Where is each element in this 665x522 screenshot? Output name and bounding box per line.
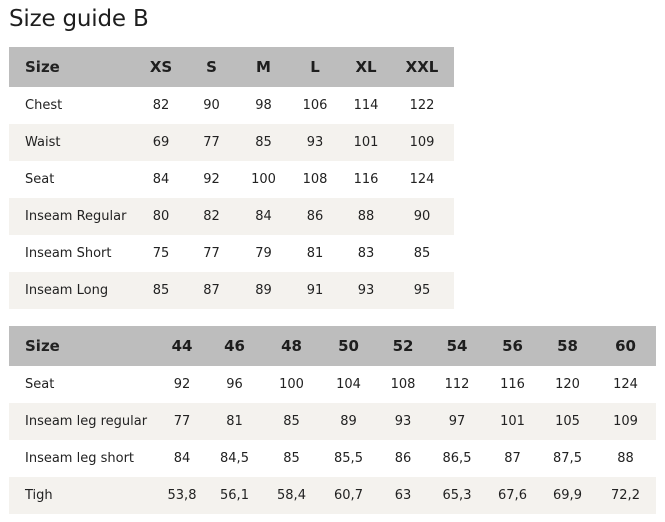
table-row [9,161,454,198]
column-header: M [256,58,271,76]
table-cell: 120 [555,377,580,392]
column-header: Size [25,337,60,355]
table-cell: 92 [203,172,220,187]
table-cell: 93 [306,135,324,150]
table-cell: 80 [152,209,170,224]
table-cell: 88 [357,209,375,224]
column-header: Size [25,58,60,76]
table-cell: 90 [203,98,220,113]
row-label: Chest [25,98,63,113]
table-cell: 53,8 [167,488,197,503]
row-label: Inseam Short [25,246,112,261]
column-header: 48 [281,337,302,355]
table-cell: 77 [173,414,191,429]
table-cell: 63 [394,488,412,503]
table-cell: 85 [152,283,170,298]
table-cell: 84 [152,172,170,187]
table-cell: 114 [353,98,379,113]
table-cell: 81 [306,246,324,261]
table-cell: 85 [255,135,272,150]
table-cell: 124 [613,377,638,392]
column-header: 58 [557,337,578,355]
table-cell: 105 [555,414,580,429]
table-cell: 90 [413,209,431,224]
column-header: 54 [446,337,468,355]
row-label: Inseam Long [25,283,109,298]
table-cell: 95 [413,283,431,298]
table-row [9,440,656,477]
table-cell: 84 [173,451,191,466]
table-cell: 65,3 [442,488,472,503]
table-cell: 100 [279,377,304,392]
row-label: Inseam Regular [25,209,127,224]
table-cell: 58,4 [277,488,306,503]
table-cell: 97 [448,414,466,429]
table-cell: 72,2 [611,488,640,503]
row-label: Inseam leg short [25,451,135,466]
page-title: Size guide B [9,6,149,32]
table-cell: 60,7 [334,488,363,503]
table-cell: 85 [283,414,300,429]
table-cell: 86 [394,451,412,466]
table-row [9,477,656,514]
table-cell: 85,5 [334,451,363,466]
row-label: Seat [25,377,55,392]
table-row [9,403,656,440]
table-cell: 87,5 [553,451,582,466]
table-cell: 89 [340,414,357,429]
table-cell: 88 [617,451,634,466]
table-cell: 83 [357,246,375,261]
table-cell: 106 [302,98,328,113]
table-cell: 75 [152,246,170,261]
table-cell: 98 [255,98,272,113]
row-label: Tigh [25,488,53,503]
table-cell: 84,5 [220,451,249,466]
table-cell: 101 [353,135,379,150]
table-cell: 77 [203,135,220,150]
table-cell: 112 [444,377,470,392]
table-row [9,124,454,161]
table-cell: 84 [255,209,272,224]
table-cell: 69,9 [553,488,582,503]
table-cell: 108 [390,377,416,392]
column-header: XL [355,58,377,76]
column-header: 56 [502,337,523,355]
table-cell: 93 [357,283,375,298]
table-cell: 69 [152,135,170,150]
table-row [9,366,656,403]
table-row [9,272,454,309]
table-cell: 96 [226,377,243,392]
table-cell: 108 [302,172,328,187]
table-cell: 104 [336,377,361,392]
table-header-row [9,326,656,366]
table-cell: 92 [173,377,191,392]
column-header: 60 [615,337,636,355]
table-row [9,87,454,124]
column-header: 46 [224,337,245,355]
table-cell: 109 [409,135,435,150]
table-cell: 122 [409,98,435,113]
table-row [9,235,454,272]
table-row [9,198,454,235]
table-cell: 101 [500,414,525,429]
table-cell: 93 [394,414,412,429]
table-cell: 85 [283,451,300,466]
table-header-row [9,47,454,87]
table-cell: 77 [203,246,220,261]
table-cell: 116 [353,172,379,187]
column-header: 44 [171,337,193,355]
size-table-letter [9,47,454,309]
table-cell: 86 [306,209,324,224]
table-cell: 87 [504,451,521,466]
table-cell: 87 [203,283,220,298]
table-cell: 85 [413,246,431,261]
size-table-numeric [9,326,656,514]
table-cell: 109 [613,414,638,429]
column-header: L [310,58,320,76]
table-cell: 86,5 [442,451,472,466]
table-cell: 56,1 [220,488,249,503]
table-cell: 91 [306,283,324,298]
row-label: Seat [25,172,55,187]
table-cell: 100 [251,172,276,187]
table-cell: 89 [255,283,272,298]
table-cell: 82 [152,98,170,113]
table-cell: 67,6 [498,488,527,503]
table-cell: 81 [226,414,243,429]
column-header: XXL [405,58,439,76]
row-label: Waist [25,135,61,150]
column-header: S [206,58,217,76]
row-label: Inseam leg regular [25,414,148,429]
table-cell: 79 [255,246,272,261]
table-cell: 82 [203,209,220,224]
table-cell: 116 [500,377,525,392]
column-header: XS [149,58,173,76]
column-header: 52 [392,337,414,355]
column-header: 50 [338,337,359,355]
table-cell: 124 [409,172,435,187]
